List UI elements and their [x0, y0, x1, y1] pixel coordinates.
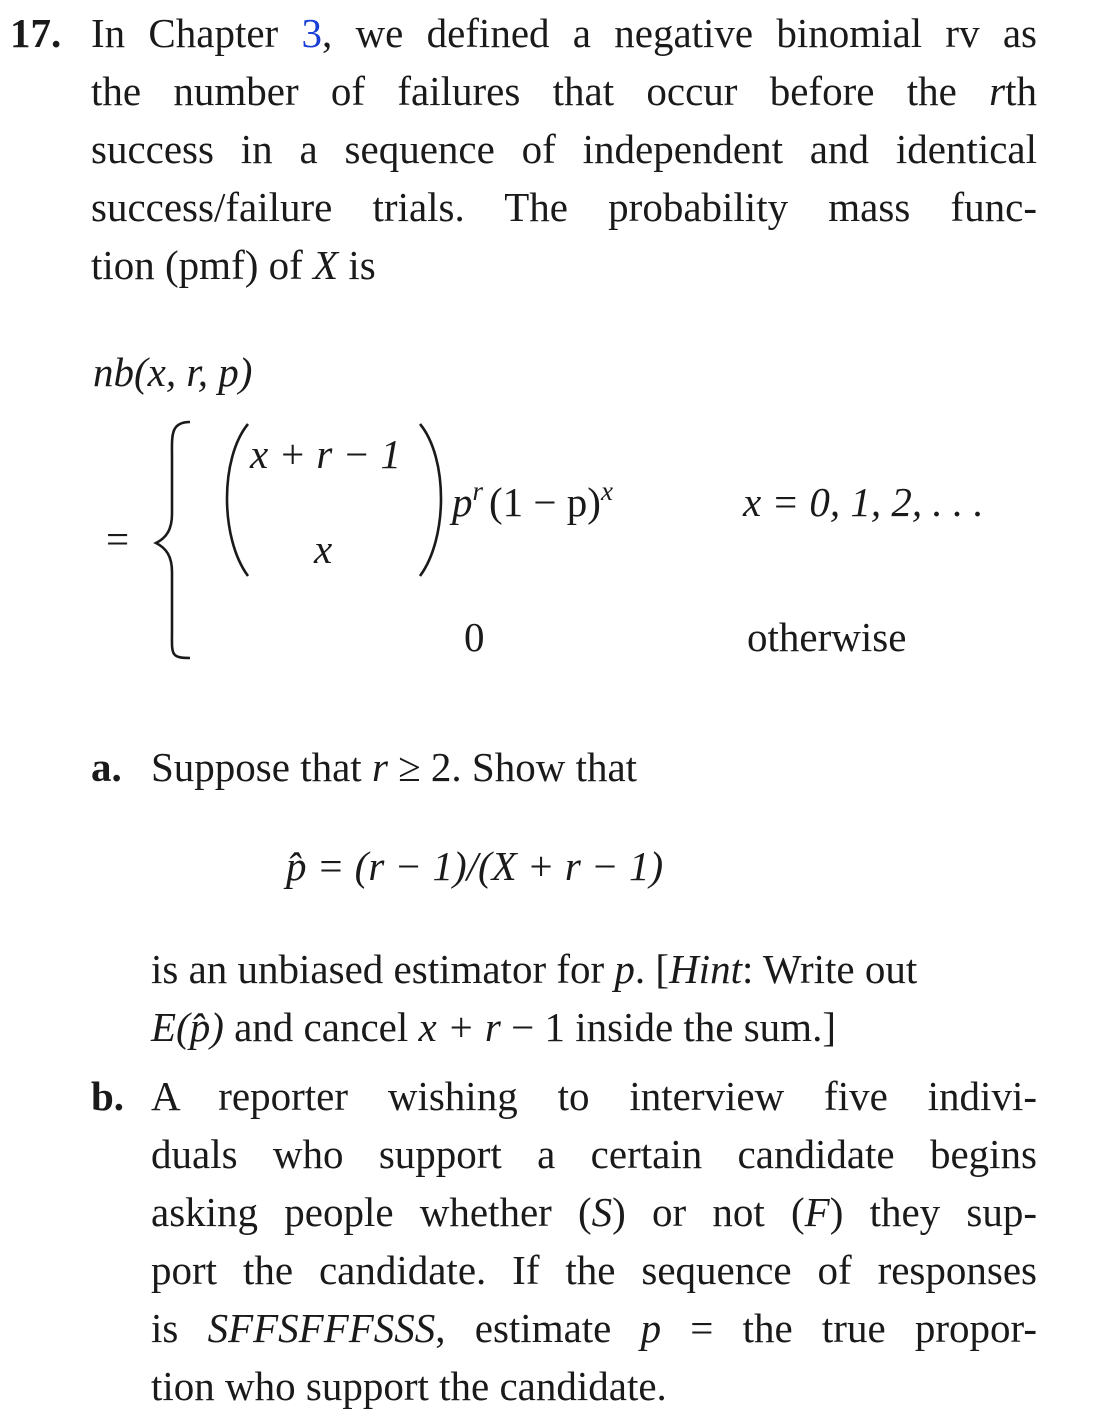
- intro-text: tion (pmf) of: [91, 242, 314, 288]
- part-b-line-5: [151, 1299, 1037, 1357]
- part-b-line-1: A reporter wishing to interview five indivi-: [151, 1073, 1037, 1119]
- part-a-text: is an unbiased estimator for: [151, 946, 615, 992]
- intro-text: In Chapter: [91, 10, 302, 56]
- part-b-text: , estimate: [435, 1305, 641, 1351]
- part-a-line: [151, 738, 637, 796]
- pmf-condition-1: x = 0, 1, 2, . . .: [743, 479, 984, 525]
- part-b-label: b.: [91, 1073, 125, 1119]
- var-S: S: [591, 1189, 613, 1235]
- intro-line-4: success/failure trials. The probability mass func-: [91, 184, 1037, 230]
- part-b-text: ) they sup-: [829, 1189, 1037, 1235]
- part-a-text: − 1 inside the sum.]: [500, 1004, 836, 1050]
- part-a-text: and cancel: [223, 1004, 419, 1050]
- response-sequence: SFFSFFFSSS: [207, 1305, 436, 1351]
- expr-x-plus-r: x + r: [418, 1004, 501, 1050]
- part-b-line-6: tion who support the candidate.: [151, 1363, 667, 1409]
- intro-text: , we defined a negative binomial rv as: [321, 10, 1037, 56]
- part-b-line-2: duals who support a certain candidate begins: [151, 1131, 1037, 1177]
- part-a-text: . [: [634, 946, 670, 992]
- hint-label: Hint: [669, 946, 742, 992]
- intro-text: is: [338, 242, 376, 288]
- term-p: p: [452, 479, 473, 525]
- var-p: p: [640, 1305, 662, 1351]
- term-sup-x: x: [600, 476, 613, 506]
- term-sup-r: r: [472, 476, 484, 506]
- pmf-equals: =: [106, 516, 130, 562]
- pmf-condition-2: otherwise: [747, 614, 907, 660]
- part-b-line-4: port the candidate. If the sequence of responses: [151, 1247, 1037, 1293]
- var-p: p: [614, 946, 635, 992]
- intro-line-3: success in a sequence of independent and identical: [91, 126, 1037, 172]
- intro-text: the number of failures that occur before the: [91, 68, 990, 114]
- intro-text: th: [1005, 68, 1037, 114]
- part-a-label: a.: [91, 744, 122, 790]
- right-paren: [420, 424, 441, 576]
- left-brace: [156, 422, 190, 658]
- left-paren: [227, 424, 248, 576]
- part-a-cont-2: [151, 998, 836, 1056]
- chapter-link[interactable]: 3: [301, 10, 322, 56]
- part-a-text: : Write out: [741, 946, 918, 992]
- estimator-formula: p̂ = (r − 1)/(X + r − 1): [286, 843, 664, 889]
- var-F: F: [804, 1189, 830, 1235]
- binom-bottom: x: [314, 526, 333, 572]
- pmf-lhs: nb(x, r, p): [93, 349, 253, 395]
- intro-line-2: [91, 62, 1037, 120]
- var-r: r: [989, 68, 1006, 114]
- var-X: X: [313, 242, 339, 288]
- part-a-text: ≥ 2. Show that: [387, 744, 638, 790]
- binom-top: x + r − 1: [250, 431, 401, 477]
- part-b-text: = the true propor-: [661, 1305, 1037, 1351]
- problem-number: 17.: [10, 10, 62, 56]
- term-mid: (1 − p): [489, 479, 601, 525]
- part-b-text: ) or not (: [612, 1189, 805, 1235]
- var-E: E: [151, 1004, 177, 1050]
- part-b-line-3: [151, 1183, 1037, 1241]
- p-hat: (p̂): [176, 1004, 224, 1050]
- part-a-text: Suppose that: [151, 744, 372, 790]
- part-a-cont-1: [151, 940, 917, 998]
- part-b-text: asking people whether (: [151, 1189, 592, 1235]
- pmf-term: [452, 478, 613, 526]
- intro-line-5: [91, 236, 376, 294]
- intro-line-1: [91, 4, 1037, 62]
- pmf-case2-value: 0: [464, 614, 485, 660]
- part-b-text: is: [151, 1305, 208, 1351]
- var-r: r: [371, 744, 388, 790]
